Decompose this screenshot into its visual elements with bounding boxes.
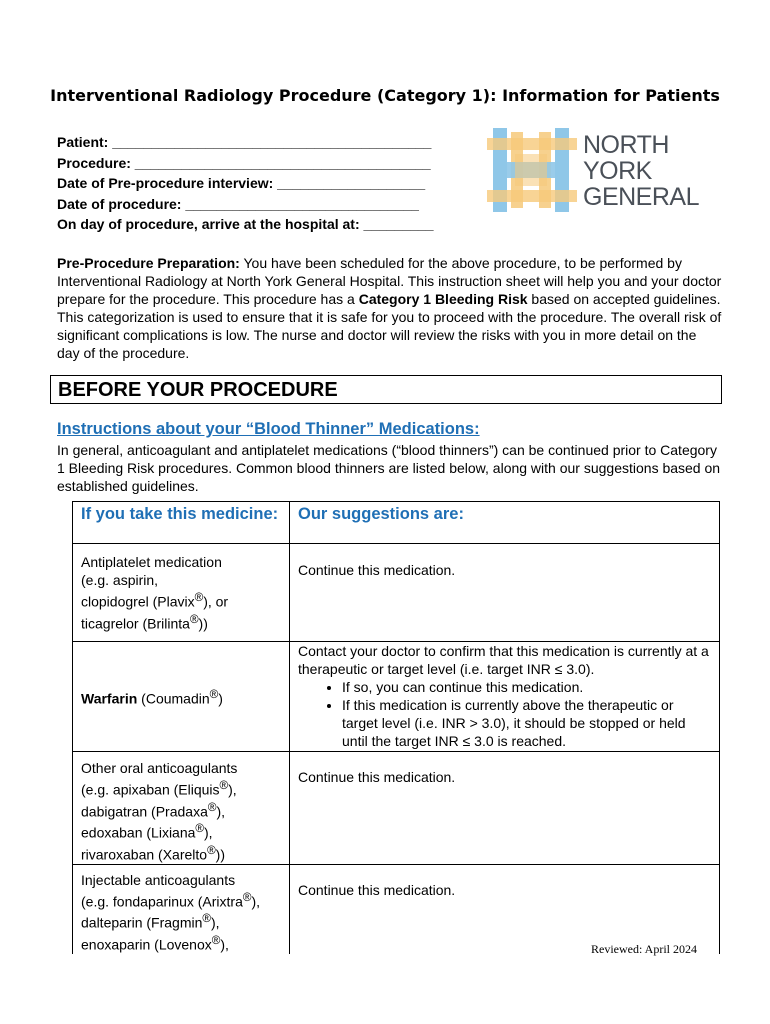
suggestion-cell: Contact your doctor to confirm that this medication is currently at a therapeutic or target level (i.e. target INR ≤ 3.0). • If so, you can continue this medication. • If this medication is currently above the therapeutic or target level (i.e. INR > 3.0), it should be stopped or held until the target INR ≤ 3.0 is reached. — [290, 642, 720, 752]
medicine-cell: Antiplatelet medication (e.g. aspirin, clopidogrel (Plavix®), or ticagrelor (Brilinta®)) — [73, 544, 290, 642]
procedure-field: Procedure: ______________________________________ — [57, 154, 431, 171]
arrival-time-field: On day of procedure, arrive at the hospital at: _________ — [57, 216, 434, 232]
table-row — [73, 642, 720, 752]
document-title: Interventional Radiology Procedure (Category 1): Information for Patients — [50, 86, 720, 105]
medications-subheading: Instructions about your “Blood Thinner” Medications: — [57, 420, 480, 438]
list-item: • If so, you can continue this medication. — [342, 678, 711, 696]
header-suggestions: Our suggestions are: — [290, 502, 720, 544]
procedure-date-field: Date of procedure: ______________________________ — [57, 195, 419, 212]
warfarin-bullets — [298, 678, 711, 750]
medications-intro-text: In general, anticoagulant and antiplatelet medications (“blood thinners”) can be continued prior to Category 1 Bleeding Risk procedures. Common blood thinners are listed below, along with our suggestions based on established guidelines. — [57, 442, 721, 494]
medicine-cell: Other oral anticoagulants (e.g. apixaban (Eliquis®), dabigatran (Pradaxa®), edoxaban (Lixiana®), rivaroxaban (Xarelto®)) — [73, 752, 290, 865]
table-header-row — [73, 502, 720, 544]
patient-field: Patient: _________________________________________ — [57, 134, 432, 150]
medicine-cell: Warfarin (Coumadin®) — [73, 642, 290, 752]
bleeding-risk-category: Category 1 Bleeding Risk — [358, 291, 528, 307]
medication-table — [72, 501, 720, 954]
pre-procedure-preparation-paragraph: Pre-Procedure Preparation: You have been scheduled for the above procedure, to be performed by Interventional Radiology at North York General Hospital. This instruction sheet will help you and your doctor prepare for the procedure. This procedure has a Category 1 Bleeding Risk based on accepted guidelines. This categorization is used to ensure that it is safe for you to proceed with the procedure. The overall risk of significant complications is low. The nurse and doctor will review the risks with you in more detail on the day of the procedure. — [57, 255, 722, 361]
suggestion-cell: Continue this medication. — [290, 752, 720, 865]
medicine-cell: Injectable anticoagulants (e.g. fondaparinux (Arixtra®), dalteparin (Fragmin®), enoxaparin (Lovenox®), — [73, 864, 290, 953]
reviewed-date: Reviewed: April 2024 — [591, 942, 697, 956]
logo-mark-icon — [487, 128, 577, 212]
table-row — [73, 864, 720, 953]
header-medicine: If you take this medicine: — [73, 502, 290, 544]
table-row — [73, 544, 720, 642]
pre-procedure-interview-date-field: Date of Pre-procedure interview: ___________________ — [57, 175, 426, 191]
north-york-general-logo — [487, 128, 707, 212]
section-heading: BEFORE YOUR PROCEDURE — [58, 379, 338, 401]
suggestion-cell: Continue this medication. — [290, 544, 720, 642]
section-heading-box — [50, 375, 722, 404]
intro-label: Pre-Procedure Preparation: — [57, 255, 240, 271]
patient-info-fields — [57, 132, 434, 235]
table-row — [73, 752, 720, 865]
logo-wordmark: NORTH YORK GENERAL — [583, 131, 699, 211]
list-item: • If this medication is currently above the therapeutic or target level (i.e. INR > 3.0), it should be stopped or held until the target INR ≤ 3.0 is reached. — [342, 696, 711, 750]
suggestion-cell: Continue this medication. — [290, 864, 720, 953]
